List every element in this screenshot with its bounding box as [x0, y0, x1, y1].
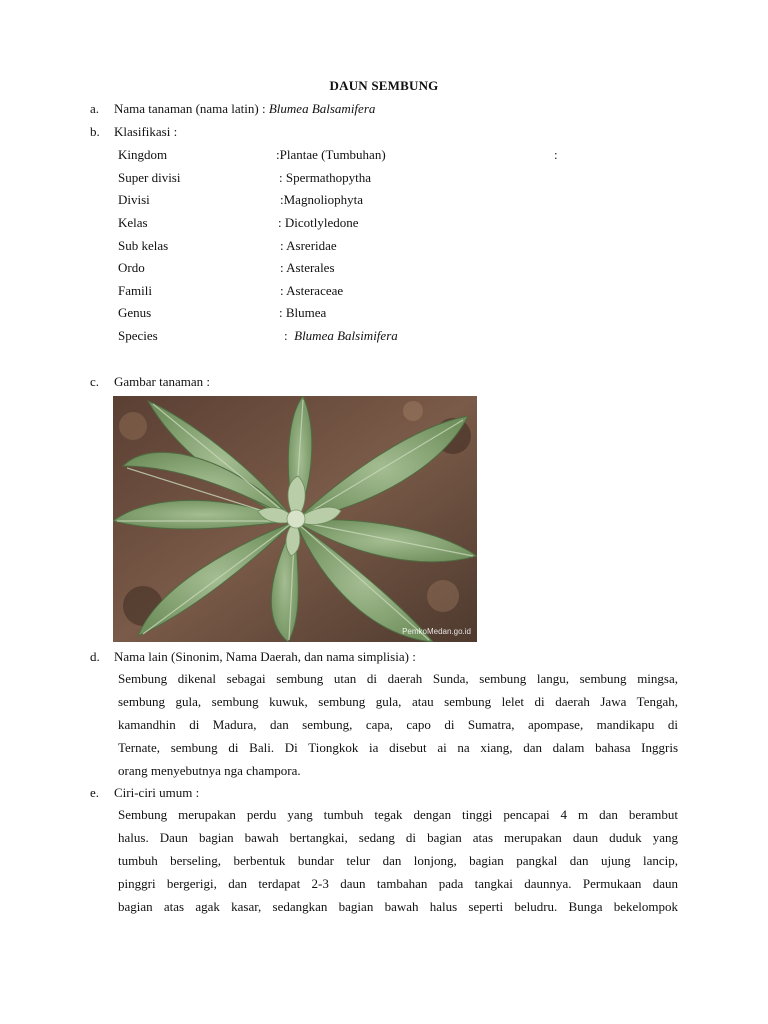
classification-rank: Super divisi [118, 170, 181, 185]
section-a-latin-name [90, 101, 375, 117]
section-b-label: Klasifikasi : [114, 124, 178, 139]
classification-value: : Asteraceae [280, 283, 344, 298]
classification-rank: Species [118, 328, 158, 343]
paragraph-line: bagian atas agak kasar, sedangkan bagian bawah halus seperti beludru. Bunga bekelompok [118, 898, 678, 914]
classification-rank: Ordo [118, 260, 145, 275]
classification-extra: : [554, 147, 558, 162]
section-a-latin: Blumea Balsamifera [268, 101, 376, 116]
section-d-label: Nama lain (Sinonim, Nama Daerah, dan nama simplisia) : [114, 649, 416, 664]
classification-value: :Magnoliophyta [280, 192, 364, 207]
section-e-label: Ciri-ciri umum : [114, 785, 200, 800]
section-c-plant-image [90, 374, 210, 390]
section-d-paragraph [118, 668, 678, 782]
paragraph-line: orang menyebutnya nga champora. [118, 762, 301, 778]
paragraph-line: sembung gula, sembung kuwuk, sembung gula, atau sembung lelet di daerah Jawa Tengah, [118, 693, 678, 709]
classification-rank: Genus [118, 305, 152, 320]
classification-value: : Asterales [280, 260, 335, 275]
classification-rank: Sub kelas [118, 238, 169, 253]
section-d-other-names [90, 649, 416, 665]
section-b-marker: b. [90, 124, 100, 139]
classification-value: : Blumea [279, 305, 327, 320]
section-e-paragraph [118, 804, 678, 918]
classification-rank: Kingdom [118, 147, 168, 162]
section-e-marker: e. [90, 785, 100, 800]
paragraph-line: kamandhin di Madura, dan sembung, capa, capo di Sumatra, apompase, mandikapu di [118, 716, 678, 732]
section-d-marker: d. [90, 649, 100, 664]
plant-illustration [113, 396, 477, 642]
paragraph-line: Ternate, sembung di Bali. Di Tiongkok ia disebut ai na xiang, dan dalam bahasa Inggris [118, 739, 678, 755]
classification-rank: Famili [118, 283, 152, 298]
classification-value: : Dicotlyledone [278, 215, 359, 230]
section-e-general-characteristics [90, 785, 199, 801]
plant-photo [113, 396, 477, 642]
section-a-label: Nama tanaman (nama latin) : [114, 101, 266, 116]
classification-value: : Asreridae [280, 238, 337, 253]
classification-value: : Spermathopytha [279, 170, 372, 185]
paragraph-line: tumbuh berseling, berbentuk bundar telur dan lonjong, bagian pangkal dan ujung lancip, [118, 852, 678, 868]
paragraph-line: pinggri bergerigi, dan terdapat 2-3 daun tambahan pada tangkai daunnya. Permukaan daun [118, 875, 678, 891]
classification-colon: : [284, 328, 288, 343]
section-a-marker: a. [90, 101, 100, 116]
paragraph-line: Sembung dikenal sebagai sembung utan di daerah Sunda, sembung langu, sembung mingsa, [118, 671, 678, 686]
section-b-classification [90, 124, 177, 140]
photo-watermark: PemkoMedan.go.id [402, 627, 471, 636]
section-c-label: Gambar tanaman : [114, 374, 211, 389]
classification-rank: Divisi [118, 192, 150, 207]
classification-value [284, 328, 398, 344]
section-c-marker: c. [90, 374, 100, 389]
paragraph-line: Sembung merupakan perdu yang tumbuh tegak dengan tinggi pencapai 4 m dan berambut [118, 807, 678, 822]
classification-value: :Plantae (Tumbuhan) [276, 147, 386, 162]
document-title: DAUN SEMBUNG [329, 78, 439, 93]
classification-rank: Kelas [118, 215, 148, 230]
paragraph-line: halus. Daun bagian bawah bertangkai, sedang di bagian atas merupakan daun duduk yang [118, 829, 678, 845]
classification-species-latin: Blumea Balsimifera [294, 328, 398, 343]
